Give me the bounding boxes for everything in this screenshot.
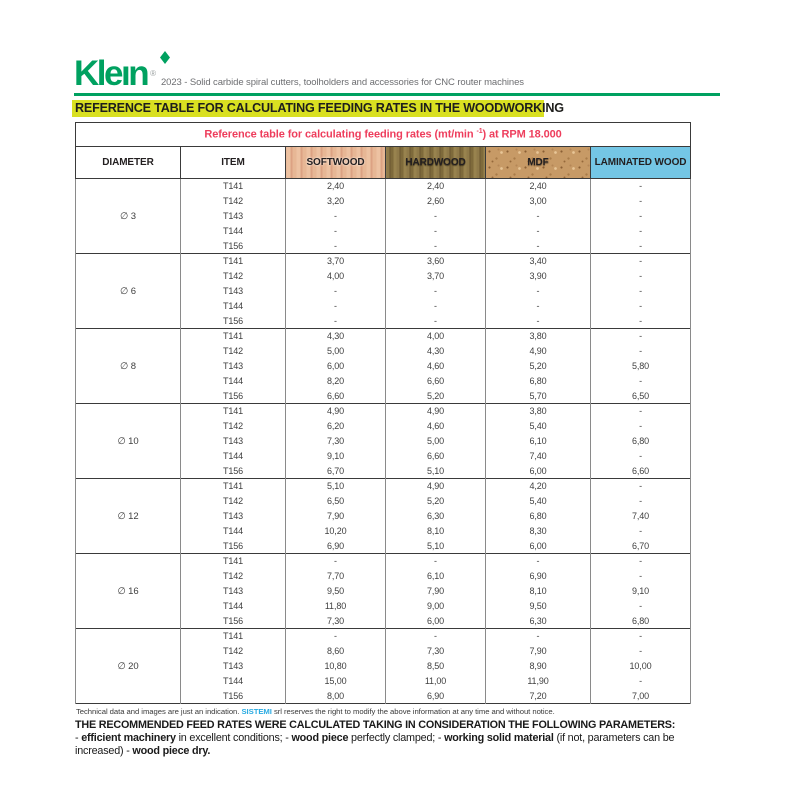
hardwood-cell: 8,10	[386, 524, 486, 539]
feed-table-body	[76, 179, 691, 704]
laminated-cell: -	[591, 239, 691, 254]
klein-logo-text: Kleın	[74, 54, 148, 93]
softwood-cell: 5,10	[286, 479, 386, 494]
laminated-cell: -	[591, 479, 691, 494]
column-header-item: ITEM	[181, 147, 286, 179]
softwood-cell: -	[286, 284, 386, 299]
softwood-cell: 6,90	[286, 539, 386, 554]
softwood-cell: 6,00	[286, 359, 386, 374]
hardwood-cell: -	[386, 284, 486, 299]
item-cell: T142	[181, 194, 286, 209]
parameter-segment: in excellent conditions; -	[175, 732, 292, 744]
item-cell: T144	[181, 449, 286, 464]
hardwood-cell: 2,40	[386, 179, 486, 194]
laminated-cell: -	[591, 194, 691, 209]
parameter-term: wood piece dry.	[132, 745, 211, 757]
item-cell: T141	[181, 329, 286, 344]
hardwood-cell: -	[386, 554, 486, 569]
hardwood-cell: 6,00	[386, 614, 486, 629]
diameter-cell: ∅ 8	[76, 329, 181, 404]
laminated-cell: -	[591, 224, 691, 239]
hardwood-cell: 5,00	[386, 434, 486, 449]
laminated-cell: -	[591, 569, 691, 584]
softwood-cell: 6,70	[286, 464, 386, 479]
laminated-cell: -	[591, 344, 691, 359]
column-header-hardwood: HARDWOOD	[386, 147, 486, 179]
softwood-cell: 4,30	[286, 329, 386, 344]
hardwood-cell: 5,20	[386, 494, 486, 509]
item-cell: T142	[181, 269, 286, 284]
mdf-cell: 3,80	[486, 329, 591, 344]
mdf-cell: 5,40	[486, 419, 591, 434]
parameters-heading: THE RECOMMENDED FEED RATES WERE CALCULATED TAKING IN CONSIDERATION THE FOLLOWING PARAMETERS:	[75, 719, 676, 731]
laminated-cell: 9,10	[591, 584, 691, 599]
mdf-cell: 3,80	[486, 404, 591, 419]
hardwood-cell: 4,30	[386, 344, 486, 359]
softwood-cell: 8,60	[286, 644, 386, 659]
laminated-cell: 6,80	[591, 614, 691, 629]
softwood-cell: 7,90	[286, 509, 386, 524]
hardwood-cell: 5,10	[386, 539, 486, 554]
softwood-cell: 7,70	[286, 569, 386, 584]
laminated-cell: -	[591, 554, 691, 569]
parameters-text	[75, 732, 723, 758]
laminated-cell: -	[591, 644, 691, 659]
laminated-cell: -	[591, 494, 691, 509]
item-cell: T156	[181, 464, 286, 479]
mdf-cell: 11,90	[486, 674, 591, 689]
hardwood-cell: 5,10	[386, 464, 486, 479]
table-row	[76, 179, 691, 194]
mdf-cell: 8,90	[486, 659, 591, 674]
softwood-cell: 9,50	[286, 584, 386, 599]
item-cell: T143	[181, 509, 286, 524]
softwood-cell: -	[286, 299, 386, 314]
hardwood-cell: 4,60	[386, 359, 486, 374]
table-row	[76, 554, 691, 569]
mdf-cell: 7,20	[486, 689, 591, 704]
parameter-term: wood piece	[291, 732, 349, 744]
mdf-cell: 6,80	[486, 374, 591, 389]
mdf-cell: -	[486, 224, 591, 239]
parameter-term: efficient machinery	[81, 732, 176, 744]
item-cell: T144	[181, 674, 286, 689]
laminated-cell: -	[591, 299, 691, 314]
feeding-rates-table	[75, 122, 691, 704]
laminated-cell: -	[591, 254, 691, 269]
column-header-laminated-wood: LAMINATED WOOD	[591, 147, 691, 179]
softwood-cell: 4,90	[286, 404, 386, 419]
mdf-cell: 3,90	[486, 269, 591, 284]
mdf-cell: -	[486, 284, 591, 299]
table-title-superscript: -1	[476, 128, 483, 136]
laminated-cell: -	[591, 599, 691, 614]
laminated-cell: -	[591, 269, 691, 284]
mdf-cell: 3,40	[486, 254, 591, 269]
softwood-cell: 5,00	[286, 344, 386, 359]
disclaimer-text-post: srl reserves the right to modify the above information at any time and without notice.	[271, 707, 555, 716]
softwood-cell: 3,70	[286, 254, 386, 269]
mdf-cell: -	[486, 239, 591, 254]
hardwood-cell: 5,20	[386, 389, 486, 404]
hardwood-cell: 2,60	[386, 194, 486, 209]
mdf-cell: 4,20	[486, 479, 591, 494]
mdf-cell: 8,10	[486, 584, 591, 599]
hardwood-cell: 6,60	[386, 374, 486, 389]
item-cell: T156	[181, 539, 286, 554]
mdf-cell: 6,30	[486, 614, 591, 629]
diameter-cell: ∅ 10	[76, 404, 181, 479]
hardwood-cell: 3,70	[386, 269, 486, 284]
laminated-cell: 6,50	[591, 389, 691, 404]
mdf-cell: 5,70	[486, 389, 591, 404]
laminated-cell: 6,80	[591, 434, 691, 449]
item-cell: T143	[181, 359, 286, 374]
laminated-cell: -	[591, 209, 691, 224]
parameter-term: working solid material	[444, 732, 554, 744]
mdf-cell: -	[486, 314, 591, 329]
table-row	[76, 329, 691, 344]
diameter-cell: ∅ 16	[76, 554, 181, 629]
item-cell: T143	[181, 284, 286, 299]
hardwood-cell: 6,10	[386, 569, 486, 584]
item-cell: T156	[181, 389, 286, 404]
mdf-cell: 6,80	[486, 509, 591, 524]
softwood-cell: -	[286, 209, 386, 224]
laminated-cell: -	[591, 629, 691, 644]
item-cell: T141	[181, 179, 286, 194]
softwood-cell: 4,00	[286, 269, 386, 284]
item-cell: T156	[181, 314, 286, 329]
page-title: REFERENCE TABLE FOR CALCULATING FEEDING RATES IN THE WOODWORKING	[72, 100, 544, 117]
mdf-cell: 6,00	[486, 464, 591, 479]
hardwood-cell: 6,30	[386, 509, 486, 524]
item-cell: T156	[181, 689, 286, 704]
hardwood-cell: 6,60	[386, 449, 486, 464]
hardwood-cell: 4,00	[386, 329, 486, 344]
laminated-cell: -	[591, 404, 691, 419]
item-cell: T142	[181, 644, 286, 659]
mdf-cell: -	[486, 629, 591, 644]
laminated-cell: 6,70	[591, 539, 691, 554]
softwood-cell: -	[286, 224, 386, 239]
laminated-cell: 7,00	[591, 689, 691, 704]
item-cell: T156	[181, 239, 286, 254]
softwood-cell: 9,10	[286, 449, 386, 464]
laminated-cell: 5,80	[591, 359, 691, 374]
softwood-cell: 3,20	[286, 194, 386, 209]
softwood-cell: 10,80	[286, 659, 386, 674]
laminated-cell: -	[591, 329, 691, 344]
softwood-cell: -	[286, 239, 386, 254]
hardwood-cell: 4,60	[386, 419, 486, 434]
table-title-post: ) at RPM 18.000	[482, 128, 562, 141]
diameter-cell: ∅ 20	[76, 629, 181, 704]
softwood-cell: 8,00	[286, 689, 386, 704]
item-cell: T142	[181, 569, 286, 584]
softwood-cell: -	[286, 629, 386, 644]
mdf-cell: 3,00	[486, 194, 591, 209]
item-cell: T141	[181, 479, 286, 494]
mdf-cell: 5,40	[486, 494, 591, 509]
hardwood-cell: -	[386, 239, 486, 254]
header-divider	[74, 93, 720, 96]
mdf-cell: 5,20	[486, 359, 591, 374]
softwood-cell: 8,20	[286, 374, 386, 389]
laminated-cell: -	[591, 179, 691, 194]
mdf-cell: 6,10	[486, 434, 591, 449]
item-cell: T143	[181, 584, 286, 599]
mdf-cell: 8,30	[486, 524, 591, 539]
hardwood-cell: 7,30	[386, 644, 486, 659]
item-cell: T143	[181, 209, 286, 224]
table-title	[76, 123, 691, 147]
table-row	[76, 404, 691, 419]
softwood-cell: 11,80	[286, 599, 386, 614]
item-cell: T141	[181, 254, 286, 269]
item-cell: T144	[181, 299, 286, 314]
item-cell: T156	[181, 614, 286, 629]
hardwood-cell: 11,00	[386, 674, 486, 689]
laminated-cell: -	[591, 419, 691, 434]
mdf-cell: -	[486, 299, 591, 314]
table-title-pre: Reference table for calculating feeding rates (mt/min	[204, 128, 477, 141]
column-header-diameter: DIAMETER	[76, 147, 181, 179]
diameter-cell: ∅ 6	[76, 254, 181, 329]
item-cell: T141	[181, 629, 286, 644]
catalog-tagline: 2023 - Solid carbide spiral cutters, toolholders and accessories for CNC router machines	[161, 77, 524, 88]
item-cell: T144	[181, 224, 286, 239]
hardwood-cell: 9,00	[386, 599, 486, 614]
hardwood-cell: 7,90	[386, 584, 486, 599]
diameter-cell: ∅ 3	[76, 179, 181, 254]
hardwood-cell: 3,60	[386, 254, 486, 269]
laminated-cell: 7,40	[591, 509, 691, 524]
mdf-cell: 4,90	[486, 344, 591, 359]
softwood-cell: 15,00	[286, 674, 386, 689]
mdf-cell: 7,40	[486, 449, 591, 464]
parameter-segment: -	[75, 732, 82, 744]
item-cell: T144	[181, 599, 286, 614]
mdf-cell: -	[486, 209, 591, 224]
hardwood-cell: -	[386, 224, 486, 239]
laminated-cell: -	[591, 674, 691, 689]
registered-mark-icon: ®	[150, 69, 157, 78]
hardwood-cell: 4,90	[386, 479, 486, 494]
hardwood-cell: -	[386, 209, 486, 224]
softwood-cell: 7,30	[286, 434, 386, 449]
laminated-cell: -	[591, 314, 691, 329]
laminated-cell: -	[591, 449, 691, 464]
legal-disclaimer	[76, 707, 555, 716]
item-cell: T141	[181, 404, 286, 419]
softwood-cell: 6,60	[286, 389, 386, 404]
diamond-icon	[160, 51, 170, 64]
item-cell: T142	[181, 344, 286, 359]
hardwood-cell: -	[386, 314, 486, 329]
softwood-cell: 6,20	[286, 419, 386, 434]
mdf-cell: 7,90	[486, 644, 591, 659]
hardwood-cell: 4,90	[386, 404, 486, 419]
laminated-cell: -	[591, 524, 691, 539]
parameter-segment: (if not, parameters can be increased) -	[75, 732, 675, 757]
mdf-cell: 9,50	[486, 599, 591, 614]
sistemi-brand: SISTEMI	[241, 707, 272, 716]
softwood-cell: -	[286, 554, 386, 569]
item-cell: T142	[181, 494, 286, 509]
diameter-cell: ∅ 12	[76, 479, 181, 554]
table-row	[76, 479, 691, 494]
table-row	[76, 254, 691, 269]
item-cell: T142	[181, 419, 286, 434]
mdf-cell: -	[486, 554, 591, 569]
table-row	[76, 629, 691, 644]
hardwood-cell: 8,50	[386, 659, 486, 674]
item-cell: T144	[181, 374, 286, 389]
mdf-cell: 6,90	[486, 569, 591, 584]
item-cell: T144	[181, 524, 286, 539]
parameter-segment: perfectly clamped; -	[348, 732, 445, 744]
item-cell: T143	[181, 659, 286, 674]
item-cell: T141	[181, 554, 286, 569]
softwood-cell: 7,30	[286, 614, 386, 629]
laminated-cell: -	[591, 284, 691, 299]
column-header-softwood: SOFTWOOD	[286, 147, 386, 179]
mdf-cell: 2,40	[486, 179, 591, 194]
hardwood-cell: -	[386, 629, 486, 644]
klein-logo	[74, 54, 157, 93]
item-cell: T143	[181, 434, 286, 449]
hardwood-cell: -	[386, 299, 486, 314]
laminated-cell: 6,60	[591, 464, 691, 479]
softwood-cell: 6,50	[286, 494, 386, 509]
mdf-cell: 6,00	[486, 539, 591, 554]
disclaimer-text-pre: Technical data and images are just an indication.	[76, 707, 242, 716]
laminated-cell: 10,00	[591, 659, 691, 674]
laminated-cell: -	[591, 374, 691, 389]
column-header-mdf: MDF	[486, 147, 591, 179]
softwood-cell: -	[286, 314, 386, 329]
softwood-cell: 2,40	[286, 179, 386, 194]
hardwood-cell: 6,90	[386, 689, 486, 704]
softwood-cell: 10,20	[286, 524, 386, 539]
